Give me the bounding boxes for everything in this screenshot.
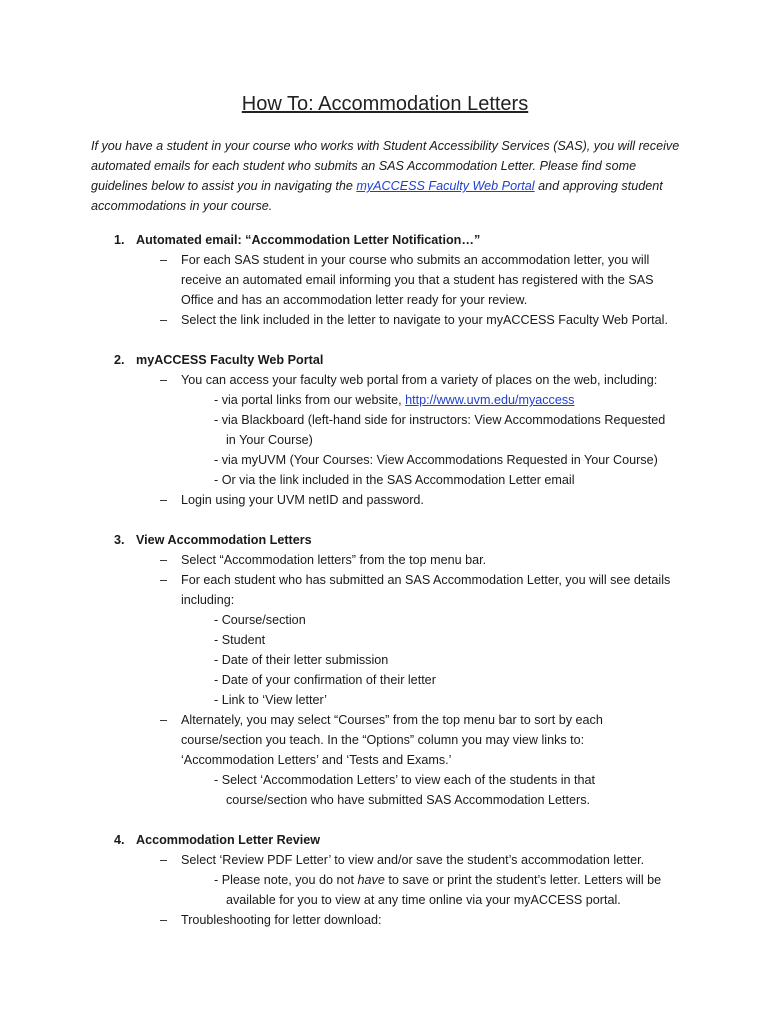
s1-bullet1-line1: For each SAS student in your course who submits an accommodation letter, you will <box>181 253 650 267</box>
s3-bullet3-line1: Alternately, you may select “Courses” from the top menu bar to sort by each <box>181 713 603 727</box>
s3-sub6-line2: course/section who have submitted SAS Accommodation Letters. <box>226 793 591 807</box>
section-2-number: 2. <box>114 353 125 367</box>
s3-sub3: - Date of their letter submission <box>214 653 389 667</box>
intro-text-start: If you have a student in your course who works with Student Accessibility Services (SAS), you will receive automated emails for each student who submits an SAS Accommodation Letter. Please find some guidelines below to assist you in navigating the <box>91 139 680 193</box>
s2-sub1-text: - via portal links from our website, <box>214 393 406 407</box>
s3-bullet3-line3: ‘Accommodation Letters’ and ‘Tests and Exams.’ <box>181 753 452 767</box>
section-1-number: 1. <box>114 233 125 247</box>
bullet-dash: – <box>160 573 168 587</box>
s3-sub1: - Course/section <box>214 613 306 627</box>
s3-sub4: - Date of your confirmation of their letter <box>214 673 436 687</box>
s3-sub2: - Student <box>214 633 266 647</box>
s2-bullet1: You can access your faculty web portal from a variety of places on the web, including: <box>181 373 658 387</box>
s2-bullet2: Login using your UVM netID and password. <box>181 493 424 507</box>
bullet-dash: – <box>160 373 168 387</box>
s4-bullet2: Troubleshooting for letter download: <box>181 913 382 927</box>
s1-bullet2: Select the link included in the letter to navigate to your myACCESS Faculty Web Portal. <box>181 313 668 327</box>
section-4-number: 4. <box>114 833 125 847</box>
bullet-dash: – <box>160 313 168 327</box>
s2-sub1 <box>214 390 574 410</box>
s3-bullet2-line2: including: <box>181 593 235 607</box>
uvm-myaccess-link[interactable]: http://www.uvm.edu/myaccess <box>405 393 575 407</box>
myaccess-portal-link[interactable]: myACCESS Faculty Web Portal <box>356 179 535 193</box>
s4-sub1-emphasis: have <box>357 873 385 887</box>
s4-sub1-text-end: to save or print the student’s letter. Letters will be <box>384 873 662 887</box>
section-1-heading: Automated email: “Accommodation Letter Notification…” <box>136 233 481 247</box>
s3-sub6-line1: - Select ‘Accommodation Letters’ to view each of the students in that <box>214 773 596 787</box>
section-3-number: 3. <box>114 533 125 547</box>
bullet-dash: – <box>160 853 168 867</box>
section-3-heading: View Accommodation Letters <box>136 533 312 547</box>
s3-bullet1: Select “Accommodation letters” from the top menu bar. <box>181 553 487 567</box>
bullet-dash: – <box>160 553 168 567</box>
bullet-dash: – <box>160 253 168 267</box>
bullet-dash: – <box>160 493 168 507</box>
s2-sub2-line2: in Your Course) <box>226 433 313 447</box>
s4-sub1-line1 <box>214 870 661 890</box>
s4-sub1-text-start: - Please note, you do not <box>214 873 358 887</box>
page-title: How To: Accommodation Letters <box>241 93 529 115</box>
s1-bullet1-line3: Office and has an accommodation letter ready for your review. <box>181 293 528 307</box>
s4-bullet1: Select ‘Review PDF Letter’ to view and/or save the student’s accommodation letter. <box>181 853 645 867</box>
s1-bullet1-line2: receive an automated email informing you that a student has registered with the SAS <box>181 273 654 287</box>
section-4-heading: Accommodation Letter Review <box>136 833 321 847</box>
s4-sub1-line2: available for you to view at any time online via your myACCESS portal. <box>226 893 621 907</box>
s3-bullet3-line2: course/section you teach. In the “Options” column you may view links to: <box>181 733 585 747</box>
intro-paragraph <box>91 136 691 216</box>
bullet-dash: – <box>160 913 168 927</box>
s2-sub3: - via myUVM (Your Courses: View Accommodations Requested in Your Course) <box>214 453 658 467</box>
s3-bullet2-line1: For each student who has submitted an SAS Accommodation Letter, you will see details <box>181 573 671 587</box>
s2-sub2-line1: - via Blackboard (left-hand side for instructors: View Accommodations Requested <box>214 413 666 427</box>
bullet-dash: – <box>160 713 168 727</box>
s2-sub4: - Or via the link included in the SAS Accommodation Letter email <box>214 473 575 487</box>
s3-sub5: - Link to ‘View letter’ <box>214 693 327 707</box>
section-2-heading: myACCESS Faculty Web Portal <box>136 353 324 367</box>
intro-text-end: and approving student accommodations in your course. <box>91 179 663 213</box>
